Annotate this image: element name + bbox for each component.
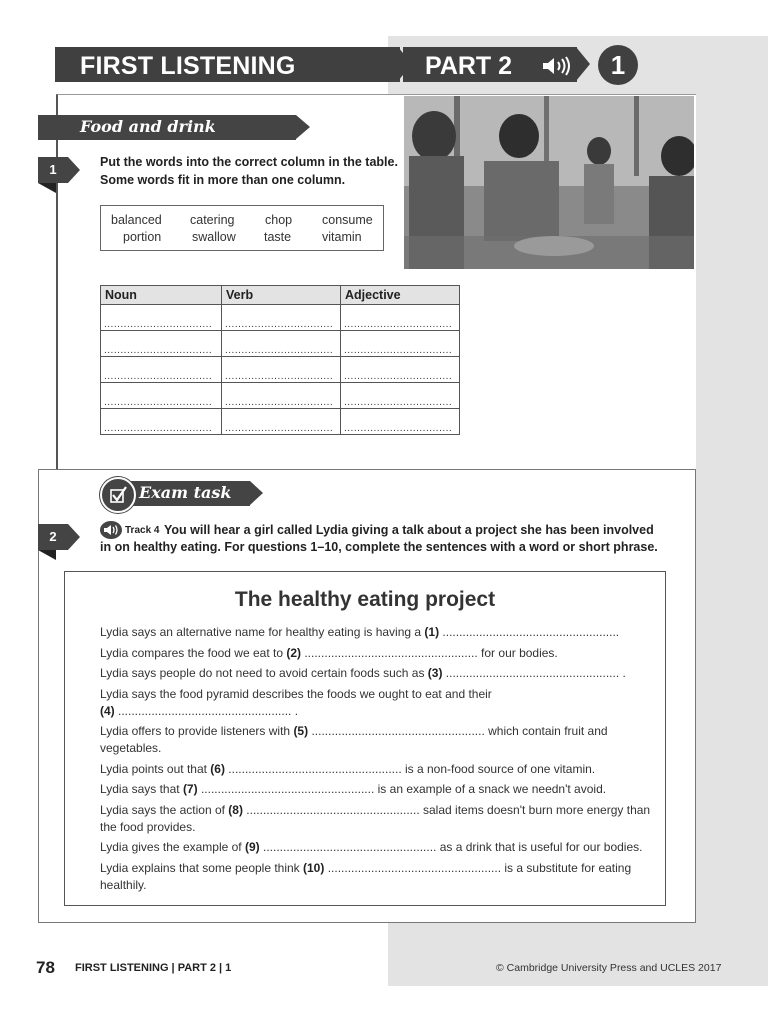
ribbon-arrow: [296, 115, 310, 139]
question-ref: (1): [424, 625, 440, 639]
unit-number-badge: 1: [598, 45, 638, 85]
word: vitamin: [322, 230, 362, 244]
footer-section: FIRST LISTENING | PART 2 | 1: [75, 962, 232, 974]
word-box: [100, 205, 384, 251]
answer-blank[interactable]: .................................................... is a substitute for eating healthily.: [100, 861, 632, 892]
instruction: [100, 153, 400, 189]
answer-cell[interactable]: .................................: [222, 357, 341, 383]
answer-cell[interactable]: .................................: [101, 409, 222, 435]
table-row: [101, 383, 460, 409]
answer-cell[interactable]: .................................: [222, 331, 341, 357]
question-number: 2: [38, 524, 68, 550]
section-title: Food and drink: [80, 117, 216, 136]
page-number: 78: [36, 958, 55, 977]
task-sentence: [100, 802, 656, 836]
question-ref: (2): [286, 646, 302, 660]
answer-blank[interactable]: .................................................... salad items doesn't burn more energy than the food provides.: [100, 803, 651, 834]
answer-cell[interactable]: .................................: [101, 331, 222, 357]
table-row: [101, 357, 460, 383]
question-ref: (3): [427, 666, 443, 680]
sentence-text: Lydia explains that some people think: [100, 861, 304, 875]
answer-blank[interactable]: .................................................... as a drink that is useful for our bodies.: [259, 840, 643, 854]
section-title: Exam task: [139, 483, 232, 502]
sentence-text: Lydia gives the example of: [100, 840, 245, 854]
table-row: [101, 331, 460, 357]
answer-cell[interactable]: .................................: [222, 383, 341, 409]
answer-cell[interactable]: .................................: [341, 409, 460, 435]
instruction-line: Put the words into the correct column in the table.: [100, 155, 398, 169]
task-sentence: [100, 686, 656, 720]
speaker-icon: [541, 55, 573, 77]
sentence-text: Lydia compares the food we eat to: [100, 646, 287, 660]
answer-blank[interactable]: .................................................... is a non-food source of one vitamin.: [224, 762, 596, 776]
sentence-text: Lydia offers to provide listeners with: [100, 724, 294, 738]
task-sentence: [100, 645, 656, 662]
instruction-line: in on healthy eating. For questions 1–10, complete the sentences with a word or short phrase.: [100, 540, 658, 554]
instruction-line: You will hear a girl called Lydia giving a talk about a project she has been involved: [164, 523, 654, 537]
question-ref: (4): [100, 704, 115, 718]
word: portion: [123, 230, 162, 244]
track-label: Track 4: [125, 525, 160, 536]
column-header: Noun: [101, 286, 222, 305]
question-ref: (10): [303, 861, 325, 875]
column-header: Verb: [222, 286, 341, 305]
question-ref: (8): [228, 803, 243, 817]
table-row: [101, 305, 460, 331]
question-ref: (5): [293, 724, 309, 738]
audio-icon[interactable]: [100, 521, 122, 539]
answer-blank[interactable]: .................................................... is an example of a snack we needn't avoid.: [197, 782, 607, 796]
task-sentence: [100, 860, 656, 894]
answer-cell[interactable]: .................................: [341, 331, 460, 357]
part-label: PART 2: [425, 52, 513, 80]
sentence-text: Lydia says people do not need to avoid certain foods such as: [100, 666, 428, 680]
question-ref: (7): [182, 782, 198, 796]
answer-blank[interactable]: .................................................... .: [442, 666, 626, 680]
task-sentence: [100, 761, 656, 778]
task-sentence: [100, 624, 656, 641]
answer-cell[interactable]: .................................: [222, 305, 341, 331]
task-sentence: [100, 665, 656, 682]
sentence-text: Lydia points out that: [100, 762, 211, 776]
table-row: [101, 409, 460, 435]
word: swallow: [192, 230, 236, 244]
question-number-fold: [38, 183, 56, 193]
column-header: Adjective: [341, 286, 460, 305]
instruction-line: Some words fit in more than one column.: [100, 173, 346, 187]
question-number: 1: [38, 157, 68, 183]
photo-people-eating: [404, 96, 694, 269]
answer-cell[interactable]: .................................: [341, 383, 460, 409]
word: consume: [322, 213, 373, 227]
answer-cell[interactable]: .................................: [341, 305, 460, 331]
answer-cell[interactable]: .................................: [101, 305, 222, 331]
task-sentence: [100, 839, 656, 856]
question-number-fold: [38, 550, 56, 560]
sentence-text: Lydia says the food pyramid describes the foods we ought to eat and their: [100, 687, 492, 701]
sentence-text: Lydia says an alternative name for healthy eating is having a: [100, 625, 425, 639]
sentence-text: Lydia says that: [100, 782, 183, 796]
question-ref: (6): [210, 762, 225, 776]
checkbox-icon: [100, 477, 136, 513]
page-title: FIRST LISTENING: [80, 52, 296, 80]
answer-blank[interactable]: .................................................... for our bodies.: [301, 646, 558, 660]
word: chop: [265, 213, 293, 227]
task-sentence: [100, 723, 656, 757]
answer-cell[interactable]: .................................: [341, 357, 460, 383]
word-table: [100, 285, 460, 435]
question-ref: (9): [244, 840, 260, 854]
copyright: © Cambridge University Press and UCLES 2017: [496, 962, 722, 974]
word: catering: [190, 213, 235, 227]
task-sentence: [100, 781, 656, 798]
word: taste: [264, 230, 292, 244]
answer-blank[interactable]: .................................................... which contain fruit and vegetables.: [100, 724, 608, 755]
banner-arrow: [576, 47, 590, 81]
word: balanced: [111, 213, 162, 227]
answer-cell[interactable]: .................................: [101, 357, 222, 383]
task-title: The healthy eating project: [234, 588, 496, 611]
answer-cell[interactable]: .................................: [101, 383, 222, 409]
ribbon-arrow: [250, 481, 263, 505]
answer-blank[interactable]: .....................................................: [439, 625, 620, 639]
sentence-text: Lydia says the action of: [100, 803, 229, 817]
answer-blank[interactable]: .................................................... .: [114, 704, 299, 718]
answer-cell[interactable]: .................................: [222, 409, 341, 435]
